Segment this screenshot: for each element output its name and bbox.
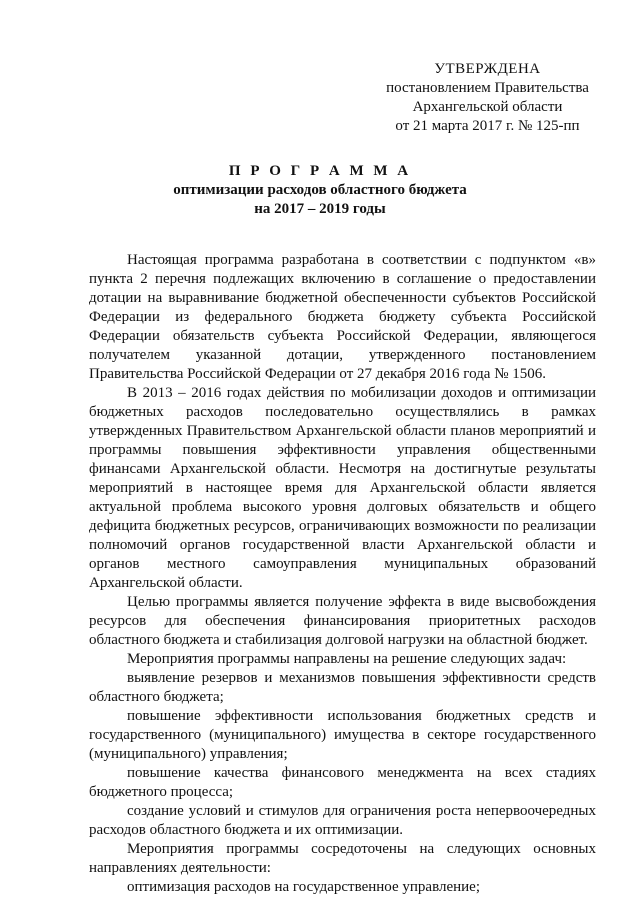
title-word: П Р О Г Р А М М А xyxy=(228,163,412,179)
approval-stamp xyxy=(370,60,605,136)
document-body xyxy=(89,251,596,897)
list-item: повышение эффективности использования бюджетных средств и государственного (муниципального) имущества в секторе государственного (муниципального) управления; xyxy=(89,708,596,762)
paragraph: Целью программы является получение эффекта в виде высвобождения ресурсов для обеспечения финансирования приоритетных расходов областного бюджета и стабилизация долговой нагрузки на областной бюджет. xyxy=(89,594,596,648)
approval-line-2: Архангельской области xyxy=(412,99,563,115)
paragraph: Настоящая программа разработана в соответствии с подпунктом «в» пункта 2 перечня подлежащих включению в соглашение о предоставлении дотации на выравнивание бюджетной обеспеченности субъектов Российской Федерации из федерального бюджета бюджету субъекта Российской Федерации обязательств субъекта Российской Федерации, являющегося получателем указанной дотации, утвержденного постановлением Правительства Российской Федерации от 27 декабря 2016 года № 1506. xyxy=(89,252,596,382)
paragraph: Мероприятия программы направлены на решение следующих задач: xyxy=(127,651,567,667)
list-item: создание условий и стимулов для ограничения роста непервоочередных расходов областного бюджета и их оптимизации. xyxy=(89,803,596,838)
document-title xyxy=(0,162,640,219)
paragraph: Мероприятия программы сосредоточены на следующих основных направлениях деятельности: xyxy=(89,841,596,876)
paragraph: В 2013 – 2016 годах действия по мобилизации доходов и оптимизации бюджетных расходов последовательно осуществлялись в рамках утвержденных Правительством Архангельской области планов мероприятий и программы повышения эффективности управления общественными финансами Архангельской области. Несмотря на достигнутые результаты мероприятий в настоящее время для Архангельской области является актуальной проблема высокого уровня долговых обязательств и общего дефицита бюджетных ресурсов, ограничивающих возможности по реализации полномочий органов государственной власти Архангельской области и органов местного самоуправления муниципальных образований Архангельской области. xyxy=(89,385,596,591)
approval-status: УТВЕРЖДЕНА xyxy=(434,61,541,77)
approval-line-3: от 21 марта 2017 г. № 125-пп xyxy=(395,118,580,134)
list-item: выявление резервов и механизмов повышения эффективности средств областного бюджета; xyxy=(89,670,596,705)
title-line-3: на 2017 – 2019 годы xyxy=(254,201,386,217)
list-item: повышение качества финансового менеджмента на всех стадиях бюджетного процесса; xyxy=(89,765,596,800)
list-item: оптимизация расходов на государственное управление; xyxy=(127,879,480,895)
title-line-2: оптимизации расходов областного бюджета xyxy=(173,182,467,198)
approval-line-1: постановлением Правительства xyxy=(386,80,589,96)
